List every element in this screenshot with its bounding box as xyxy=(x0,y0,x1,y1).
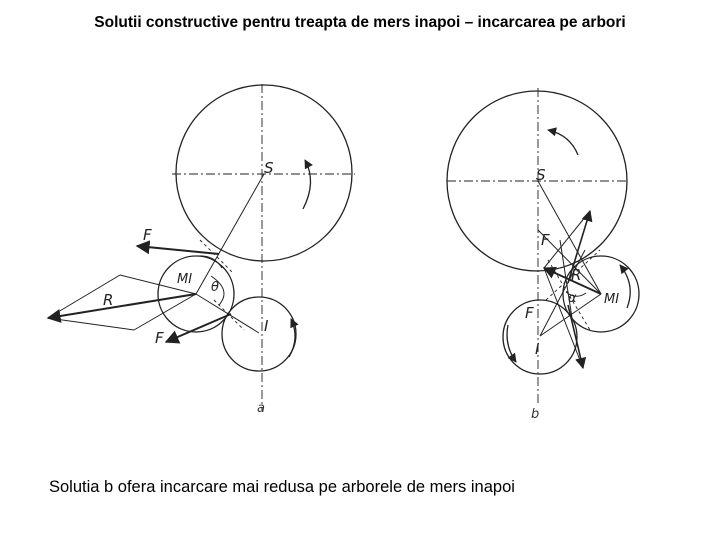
rotation-arrow-s-b xyxy=(548,130,578,155)
force-f-top-a xyxy=(137,246,219,254)
label-f-top-a: F xyxy=(143,226,152,244)
construction-line-b4 xyxy=(540,250,585,336)
caption-text: Solutia b ofera incarcare mai redusa pe arborele de mers inapoi xyxy=(49,478,515,496)
force-f-bottom-a xyxy=(166,314,231,342)
label-f-bottom-a: F xyxy=(155,329,164,347)
rotation-arrow-mi-b xyxy=(620,265,630,308)
label-s-a: S xyxy=(264,159,274,177)
gear-i-circle-a xyxy=(222,297,296,371)
sublabel-a: a xyxy=(257,401,265,416)
label-theta-a: θ xyxy=(211,280,219,295)
label-i-a: I xyxy=(264,317,269,335)
label-f-top-b: F xyxy=(541,231,550,249)
gear-i-circle-b xyxy=(503,300,577,374)
force-r-a xyxy=(48,294,196,318)
label-s-b: S xyxy=(536,166,546,184)
sublabel-b: b xyxy=(531,407,540,422)
label-f-bottom-b: F xyxy=(525,304,534,322)
page-title: Solutii constructive pentru treapta de mers inapoi – incarcarea pe arbori xyxy=(94,14,626,31)
label-mi-a: MI xyxy=(177,272,193,287)
label-r-a: R xyxy=(103,291,114,309)
label-mi-b: MI xyxy=(604,292,620,307)
label-alpha-b: α xyxy=(568,291,577,306)
construction-line-a4 xyxy=(48,318,134,330)
contact-arc-a xyxy=(198,256,222,268)
figure-a xyxy=(48,84,355,410)
rotation-arrow-s-a xyxy=(303,160,311,209)
label-i-b: I xyxy=(535,340,540,358)
label-r-b: R xyxy=(571,266,582,284)
